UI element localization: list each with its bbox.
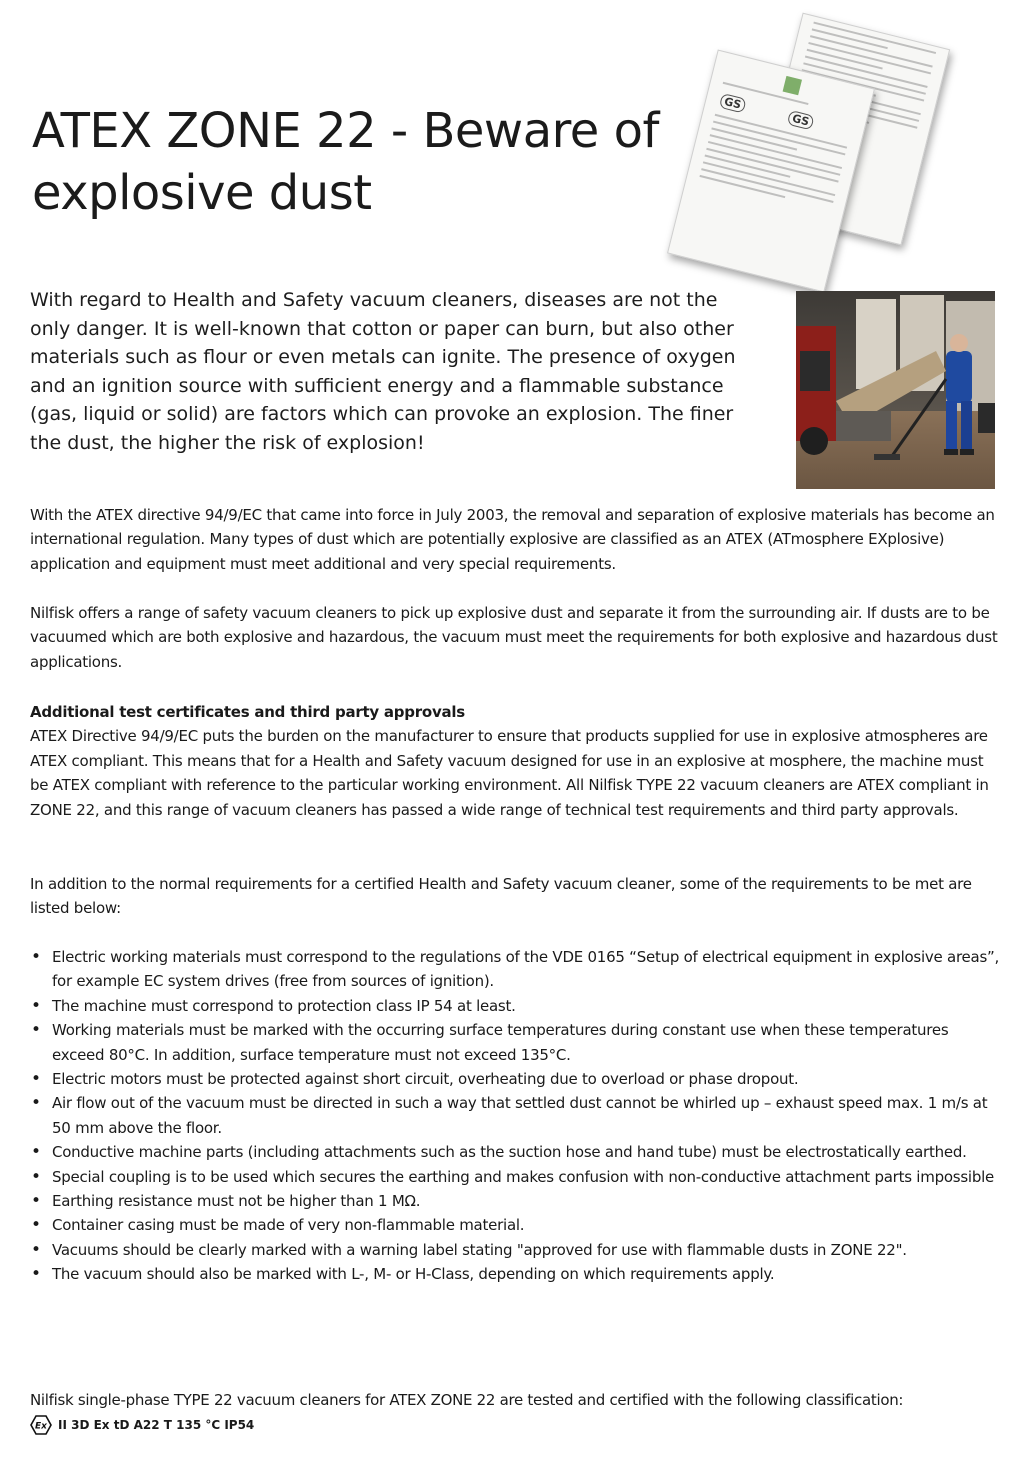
paragraph-atex-compliance: ATEX Directive 94/9/EC puts the burden on the manufacturer to ensure that products supplied for use in explosive atmospheres are ATEX compliant. This means that for a Health and Safety vacuum designed for use in an explosive at mosphere, the machine must be ATEX compliant with reference to the particular working environment. All Nilfisk TYPE 22 vacuum cleaners are ATEX compliant in ZONE 22, and this range of vacuum cleaners has passed a wide range of technical test requirements and third party approvals. — [30, 727, 989, 819]
section-heading: Additional test certificates and third party approvals — [30, 703, 465, 721]
certificate-logo-icon — [783, 76, 802, 95]
gs-mark-icon: GS — [787, 110, 815, 131]
worker-vacuuming-photo — [796, 291, 995, 489]
atex-classification — [30, 1415, 254, 1435]
section-additional-certificates — [30, 700, 1005, 822]
classification-code: II 3D Ex tD A22 T 135 °C IP54 — [58, 1418, 255, 1432]
list-item: • Working materials must be marked with the occurring surface temperatures during constant use when these temperatures exceed 80°C. In addition, surface temperature must not exceed 135°C. — [30, 1018, 1000, 1067]
list-item: • Electric motors must be protected against short circuit, overheating due to overload or phase dropout. — [30, 1067, 1000, 1091]
paragraph-requirements-intro: In addition to the normal requirements for a certified Health and Safety vacuum cleaner, some of the requirements to be met are listed below: — [30, 875, 972, 918]
list-item: • Container casing must be made of very non-flammable material. — [30, 1213, 1000, 1237]
list-item: • Special coupling is to be used which secures the earthing and makes confusion with non-conductive attachment parts impossible — [30, 1165, 1000, 1189]
certificate-documents-image — [668, 18, 968, 288]
list-item: • Electric working materials must correspond to the regulations of the VDE 0165 “Setup of electrical equipment in explosive areas”, for example EC system drives (free from sources of ignition). — [30, 945, 1000, 994]
certificate-sheet-front — [667, 50, 875, 293]
requirements-list — [30, 945, 1000, 1287]
ex-symbol-text: Ex — [35, 1421, 47, 1432]
list-item: • The vacuum should also be marked with L-, M- or H-Class, depending on which requirements apply. — [30, 1262, 1000, 1286]
page-title: ATEX ZONE 22 - Beware of explosive dust — [32, 103, 659, 221]
list-item: • Air flow out of the vacuum must be directed in such a way that settled dust cannot be whirled up – exhaust speed max. 1 m/s at 50 mm above the floor. — [30, 1091, 1000, 1140]
list-item: • Vacuums should be clearly marked with a warning label stating "approved for use with flammable dusts in ZONE 22". — [30, 1238, 1000, 1262]
gs-mark-icon: GS — [719, 93, 747, 114]
paragraph-nilfisk-range: Nilfisk offers a range of safety vacuum cleaners to pick up explosive dust and separate it from the surrounding air. If dusts are to be vacuumed which are both explosive and hazardous, the vacuum must meet the requirements for both explosive and hazardous dust applications. — [30, 604, 998, 671]
ex-hexagon-icon — [30, 1415, 52, 1435]
intro-paragraph: With regard to Health and Safety vacuum cleaners, diseases are not the only danger. It is well-known that cotton or paper can burn, but also other materials such as flour or even metals can ignite. The presence of oxygen and an ignition source with sufficient energy and a flammable substance (gas, liquid or solid) are factors which can provoke an explosion. The finer the dust, the higher the risk of explosion! — [30, 289, 736, 454]
list-item: • Earthing resistance must not be higher than 1 MΩ. — [30, 1189, 1000, 1213]
list-item: • The machine must correspond to protection class IP 54 at least. — [30, 994, 1000, 1018]
list-item: • Conductive machine parts (including attachments such as the suction hose and hand tube) must be electrostatically earthed. — [30, 1140, 1000, 1164]
closing-paragraph: Nilfisk single-phase TYPE 22 vacuum cleaners for ATEX ZONE 22 are tested and certified with the following classification: — [30, 1391, 904, 1409]
paragraph-atex-directive: With the ATEX directive 94/9/EC that came into force in July 2003, the removal and separation of explosive materials has become an international regulation. Many types of dust which are potentially explosive are classified as an ATEX (ATmosphere EXplosive) application and equipment must meet additional and very special requirements. — [30, 506, 995, 573]
